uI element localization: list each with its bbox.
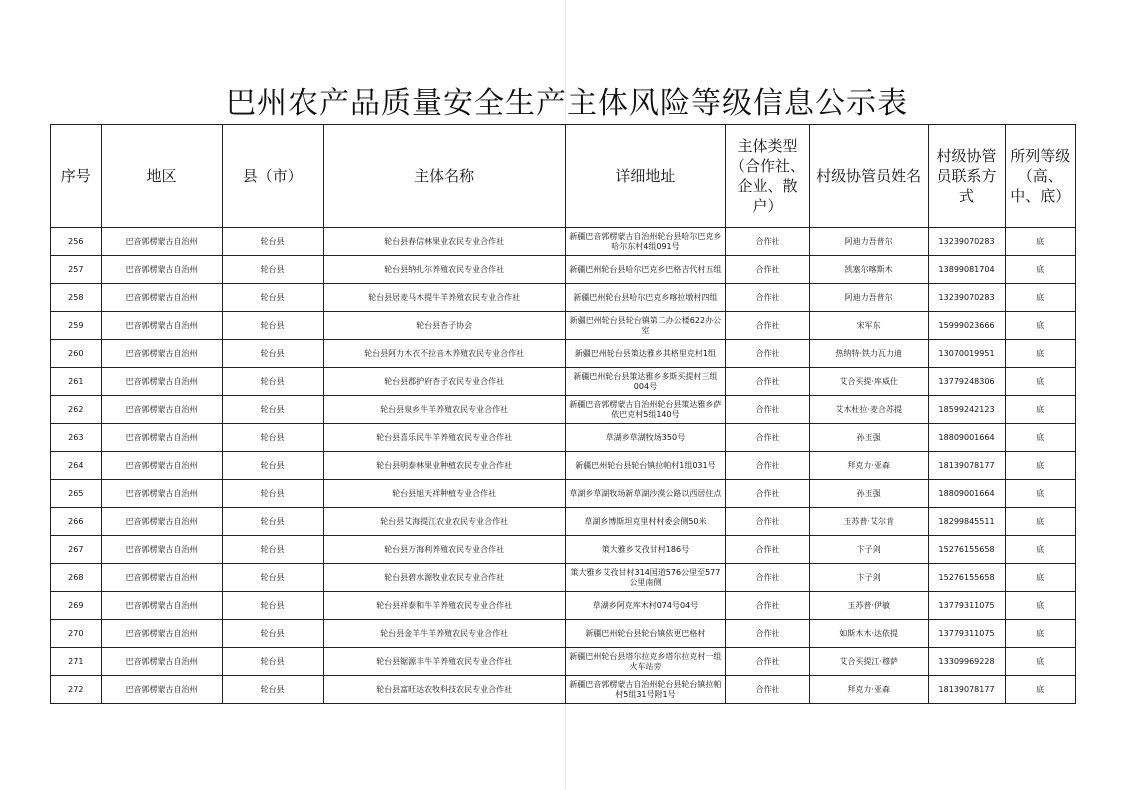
cell-address: 新疆巴州轮台县轮台镇拉帕村1组031号 — [565, 452, 726, 480]
cell-no: 256 — [51, 228, 102, 256]
cell-coordinator: 孙玉强 — [809, 424, 928, 452]
cell-coordinator: 艾合买提·库威仕 — [809, 368, 928, 396]
table-row — [51, 256, 1076, 284]
cell-region: 巴音郭楞蒙古自治州 — [101, 676, 222, 704]
header-entity-name: 主体名称 — [323, 125, 565, 228]
cell-address: 新疆巴音郭楞蒙古自治州轮台县策达雅乡萨依巴克村5组140号 — [565, 396, 726, 424]
cell-level: 底 — [1005, 228, 1075, 256]
cell-county: 轮台县 — [222, 396, 323, 424]
table-row — [51, 284, 1076, 312]
table-row — [51, 340, 1076, 368]
cell-coordinator: 艾木杜拉·麦合苏提 — [809, 396, 928, 424]
table-row — [51, 452, 1076, 480]
cell-entity-type: 合作社 — [726, 368, 810, 396]
cell-no: 265 — [51, 480, 102, 508]
header-row — [51, 125, 1076, 228]
cell-entity-type: 合作社 — [726, 424, 810, 452]
cell-county: 轮台县 — [222, 480, 323, 508]
table-row — [51, 368, 1076, 396]
table-row — [51, 592, 1076, 620]
header-level: 所列等级（高、中、底） — [1005, 125, 1075, 228]
cell-level: 底 — [1005, 340, 1075, 368]
cell-contact: 15276155658 — [928, 564, 1005, 592]
cell-entity-type: 合作社 — [726, 620, 810, 648]
cell-coordinator: 孙玉强 — [809, 480, 928, 508]
cell-address: 草湖乡阿克库木村074号04号 — [565, 592, 726, 620]
cell-no: 261 — [51, 368, 102, 396]
cell-address: 草湖乡博斯坦克里村村委会侧50米 — [565, 508, 726, 536]
table-row — [51, 676, 1076, 704]
table-row — [51, 564, 1076, 592]
cell-entity-type: 合作社 — [726, 452, 810, 480]
table-row — [51, 228, 1076, 256]
cell-county: 轮台县 — [222, 284, 323, 312]
cell-entity-name: 轮台县明泰林果业种植农民专业合作社 — [323, 452, 565, 480]
cell-contact: 13779311075 — [928, 592, 1005, 620]
cell-contact: 13070019951 — [928, 340, 1005, 368]
cell-entity-type: 合作社 — [726, 312, 810, 340]
cell-no: 267 — [51, 536, 102, 564]
cell-county: 轮台县 — [222, 536, 323, 564]
cell-entity-type: 合作社 — [726, 340, 810, 368]
cell-entity-name: 轮台县喜乐民牛羊养殖农民专业合作社 — [323, 424, 565, 452]
cell-coordinator: 卞子剑 — [809, 536, 928, 564]
table-row — [51, 536, 1076, 564]
cell-entity-type: 合作社 — [726, 648, 810, 676]
cell-level: 底 — [1005, 648, 1075, 676]
cell-coordinator: 卞子剑 — [809, 564, 928, 592]
cell-region: 巴音郭楞蒙古自治州 — [101, 564, 222, 592]
cell-coordinator: 阿迪力吾普尔 — [809, 284, 928, 312]
cell-no: 270 — [51, 620, 102, 648]
cell-contact: 18139078177 — [928, 452, 1005, 480]
cell-county: 轮台县 — [222, 340, 323, 368]
cell-entity-name: 轮台县春信林果业农民专业合作社 — [323, 228, 565, 256]
cell-level: 底 — [1005, 592, 1075, 620]
cell-address: 新疆巴州轮台县策达雅乡其格里克村1组 — [565, 340, 726, 368]
header-coordinator: 村级协管员姓名 — [809, 125, 928, 228]
cell-contact: 13309969228 — [928, 648, 1005, 676]
cell-region: 巴音郭楞蒙古自治州 — [101, 592, 222, 620]
cell-address: 新疆巴州轮台县轮台镇第二办公楼622办公室 — [565, 312, 726, 340]
cell-address: 策大雅乡艾孜甘村186号 — [565, 536, 726, 564]
cell-contact: 15276155658 — [928, 536, 1005, 564]
cell-coordinator: 阿迪力吾普尔 — [809, 228, 928, 256]
table-row — [51, 424, 1076, 452]
cell-coordinator: 宋军东 — [809, 312, 928, 340]
table-row — [51, 480, 1076, 508]
cell-no: 263 — [51, 424, 102, 452]
cell-address: 新疆巴音郭楞蒙古自治州轮台县哈尔巴克乡哈尔东村4组091号 — [565, 228, 726, 256]
cell-contact: 13239070283 — [928, 228, 1005, 256]
cell-county: 轮台县 — [222, 312, 323, 340]
cell-coordinator: 玉苏普·伊敏 — [809, 592, 928, 620]
cell-region: 巴音郭楞蒙古自治州 — [101, 340, 222, 368]
table-row — [51, 312, 1076, 340]
cell-level: 底 — [1005, 536, 1075, 564]
cell-no: 259 — [51, 312, 102, 340]
cell-level: 底 — [1005, 424, 1075, 452]
cell-entity-name: 轮台县金羊牛羊养殖农民专业合作社 — [323, 620, 565, 648]
cell-region: 巴音郭楞蒙古自治州 — [101, 508, 222, 536]
cell-entity-name: 轮台县祥泰和牛羊养殖农民专业合作社 — [323, 592, 565, 620]
cell-entity-type: 合作社 — [726, 508, 810, 536]
cell-address: 策大雅乡艾孜甘村314国道576公里至577公里南侧 — [565, 564, 726, 592]
cell-coordinator: 玉苏普·艾尔肯 — [809, 508, 928, 536]
cell-entity-type: 合作社 — [726, 228, 810, 256]
cell-address: 草湖乡草湖牧场新草湖沙漠公路以西居住点 — [565, 480, 726, 508]
cell-entity-name: 轮台县旭天祥种植专业合作社 — [323, 480, 565, 508]
cell-coordinator: 如斯木木·达依提 — [809, 620, 928, 648]
cell-entity-type: 合作社 — [726, 676, 810, 704]
cell-contact: 13239070283 — [928, 284, 1005, 312]
cell-county: 轮台县 — [222, 676, 323, 704]
cell-address: 新疆巴州轮台县轮台镇依更巴格村 — [565, 620, 726, 648]
cell-entity-name: 轮台县艾海提江农业农民专业合作社 — [323, 508, 565, 536]
table-row — [51, 648, 1076, 676]
cell-level: 底 — [1005, 564, 1075, 592]
cell-address: 新疆巴州轮台县哈尔巴克乡喀拉墩村四组 — [565, 284, 726, 312]
header-contact: 村级协管员联系方式 — [928, 125, 1005, 228]
cell-coordinator: 拜克力·亚森 — [809, 452, 928, 480]
cell-entity-type: 合作社 — [726, 256, 810, 284]
cell-entity-name: 轮台县居麦马木提牛羊养殖农民专业合作社 — [323, 284, 565, 312]
cell-no: 271 — [51, 648, 102, 676]
cell-contact: 18809001664 — [928, 480, 1005, 508]
cell-entity-name: 轮台县锯源丰牛羊养殖农民专业合作社 — [323, 648, 565, 676]
cell-no: 260 — [51, 340, 102, 368]
cell-entity-name: 轮台县万海利养殖农民专业合作社 — [323, 536, 565, 564]
cell-county: 轮台县 — [222, 256, 323, 284]
cell-coordinator: 凯塞尔喀斯木 — [809, 256, 928, 284]
cell-region: 巴音郭楞蒙古自治州 — [101, 648, 222, 676]
table-body — [51, 228, 1076, 704]
cell-entity-name: 轮台县纳扎尔养殖农民专业合作社 — [323, 256, 565, 284]
header-address: 详细地址 — [565, 125, 726, 228]
header-county: 县（市） — [222, 125, 323, 228]
cell-level: 底 — [1005, 312, 1075, 340]
header-entity-type: 主体类型（合作社、企业、散户） — [726, 125, 810, 228]
cell-entity-name: 轮台县泉乡牛羊养殖农民专业合作社 — [323, 396, 565, 424]
cell-address: 草湖乡草湖牧场350号 — [565, 424, 726, 452]
cell-address: 新疆巴州轮台县哈尔巴克乡巴格吉代村五组 — [565, 256, 726, 284]
table-row — [51, 620, 1076, 648]
cell-region: 巴音郭楞蒙古自治州 — [101, 536, 222, 564]
cell-county: 轮台县 — [222, 368, 323, 396]
cell-region: 巴音郭楞蒙古自治州 — [101, 452, 222, 480]
cell-address: 新疆巴州轮台县塔尔拉克乡塔尔拉克村一组火车站旁 — [565, 648, 726, 676]
cell-region: 巴音郭楞蒙古自治州 — [101, 368, 222, 396]
cell-county: 轮台县 — [222, 228, 323, 256]
cell-coordinator: 艾合买提江·穆萨 — [809, 648, 928, 676]
cell-contact: 15999023666 — [928, 312, 1005, 340]
cell-no: 269 — [51, 592, 102, 620]
cell-address: 新疆巴音郭楞蒙古自治州轮台县轮台镇拉帕村5组31号附1号 — [565, 676, 726, 704]
cell-county: 轮台县 — [222, 424, 323, 452]
document-title: 巴州农产品质量安全生产主体风险等级信息公示表 — [226, 86, 908, 121]
cell-level: 底 — [1005, 396, 1075, 424]
cell-level: 底 — [1005, 480, 1075, 508]
cell-level: 底 — [1005, 256, 1075, 284]
cell-no: 257 — [51, 256, 102, 284]
cell-level: 底 — [1005, 368, 1075, 396]
cell-no: 266 — [51, 508, 102, 536]
cell-contact: 13779248306 — [928, 368, 1005, 396]
cell-level: 底 — [1005, 508, 1075, 536]
cell-county: 轮台县 — [222, 648, 323, 676]
cell-entity-name: 轮台县碧水源牧业农民专业合作社 — [323, 564, 565, 592]
cell-entity-name: 轮台县郡护府杏子农民专业合作社 — [323, 368, 565, 396]
cell-contact: 18299845511 — [928, 508, 1005, 536]
cell-region: 巴音郭楞蒙古自治州 — [101, 480, 222, 508]
cell-region: 巴音郭楞蒙古自治州 — [101, 620, 222, 648]
cell-entity-name: 轮台县杏子协会 — [323, 312, 565, 340]
cell-contact: 13779311075 — [928, 620, 1005, 648]
cell-entity-name: 轮台县富旺达农牧科技农民专业合作社 — [323, 676, 565, 704]
cell-entity-type: 合作社 — [726, 284, 810, 312]
cell-level: 底 — [1005, 620, 1075, 648]
cell-region: 巴音郭楞蒙古自治州 — [101, 396, 222, 424]
cell-level: 底 — [1005, 452, 1075, 480]
cell-county: 轮台县 — [222, 620, 323, 648]
cell-entity-type: 合作社 — [726, 536, 810, 564]
cell-level: 底 — [1005, 676, 1075, 704]
cell-coordinator: 热纳特·铁力瓦力迪 — [809, 340, 928, 368]
cell-region: 巴音郭楞蒙古自治州 — [101, 284, 222, 312]
cell-address: 新疆巴州轮台县策达雅乡多斯买提村三组004号 — [565, 368, 726, 396]
cell-county: 轮台县 — [222, 452, 323, 480]
table-row — [51, 396, 1076, 424]
cell-contact: 18139078177 — [928, 676, 1005, 704]
table-row — [51, 508, 1076, 536]
cell-no: 258 — [51, 284, 102, 312]
cell-no: 262 — [51, 396, 102, 424]
cell-entity-name: 轮台县阿力木衣不拉音木养殖农民专业合作社 — [323, 340, 565, 368]
cell-contact: 18809001664 — [928, 424, 1005, 452]
cell-no: 268 — [51, 564, 102, 592]
header-no: 序号 — [51, 125, 102, 228]
cell-county: 轮台县 — [222, 508, 323, 536]
cell-county: 轮台县 — [222, 592, 323, 620]
cell-contact: 13899081704 — [928, 256, 1005, 284]
cell-level: 底 — [1005, 284, 1075, 312]
cell-entity-type: 合作社 — [726, 480, 810, 508]
cell-coordinator: 拜克力·亚森 — [809, 676, 928, 704]
header-region: 地区 — [101, 125, 222, 228]
cell-entity-type: 合作社 — [726, 396, 810, 424]
cell-region: 巴音郭楞蒙古自治州 — [101, 228, 222, 256]
cell-region: 巴音郭楞蒙古自治州 — [101, 256, 222, 284]
cell-no: 264 — [51, 452, 102, 480]
risk-level-table — [50, 124, 1076, 704]
cell-contact: 18599242123 — [928, 396, 1005, 424]
cell-entity-type: 合作社 — [726, 564, 810, 592]
cell-region: 巴音郭楞蒙古自治州 — [101, 424, 222, 452]
cell-county: 轮台县 — [222, 564, 323, 592]
cell-no: 272 — [51, 676, 102, 704]
cell-region: 巴音郭楞蒙古自治州 — [101, 312, 222, 340]
cell-entity-type: 合作社 — [726, 592, 810, 620]
